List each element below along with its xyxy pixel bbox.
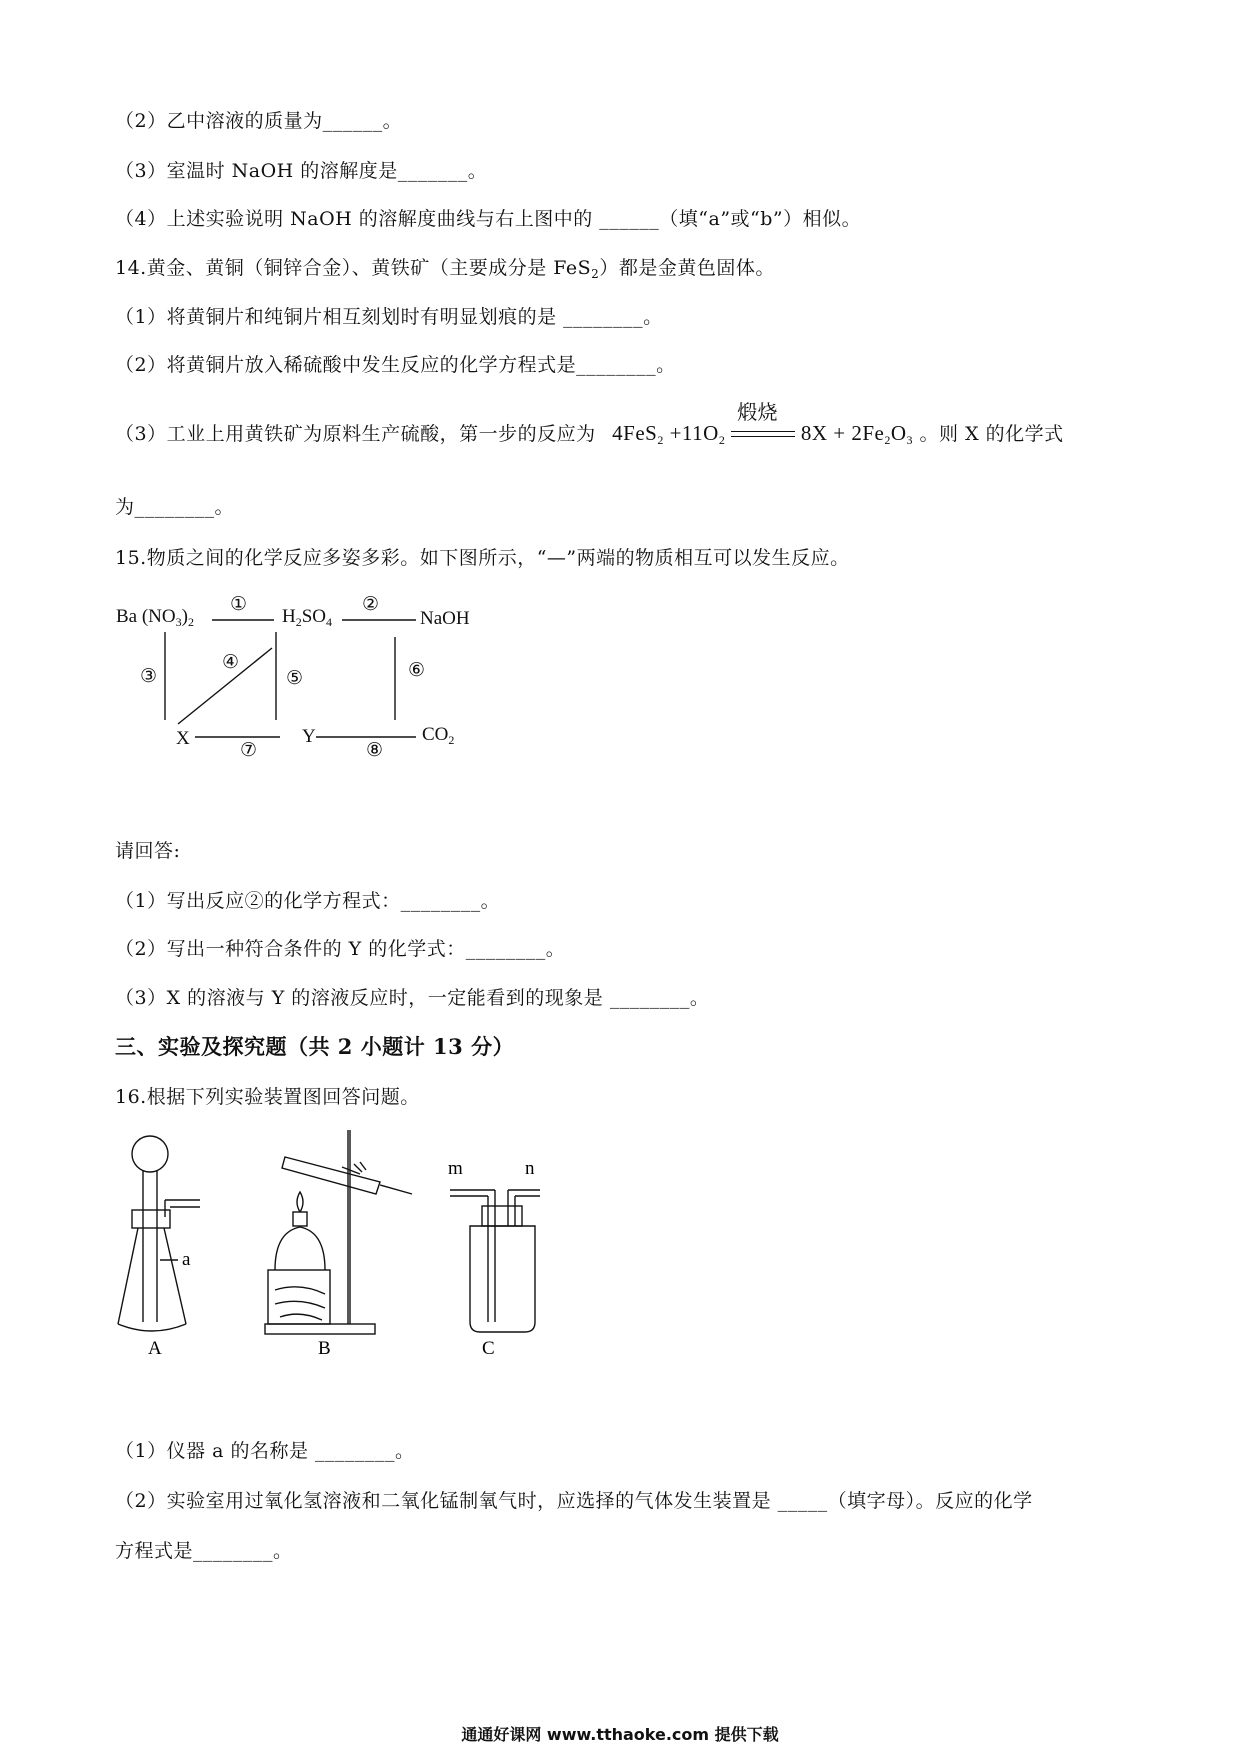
edge-label-6: ⑥ [408,660,426,681]
footer-source: 通通好课网 www.tthaoke.com 提供下载 [461,1725,779,1744]
q16-part2-cont: 方程式是________。 [115,1540,293,1562]
q16-part1: （1）仪器 a 的名称是 ________。 [115,1440,415,1462]
edge-label-7: ⑦ [240,740,258,761]
q14-part3 [115,400,1064,453]
label-B: B [318,1338,331,1359]
q14-part1: （1）将黄铜片和纯铜片相互刻划时有明显划痕的是 ________。 [115,306,663,328]
eq-plus-sub: 2 [718,433,726,447]
eq-left: 4FeS [612,421,658,445]
q14-stem [115,255,775,287]
edge-label-8: ⑧ [366,740,384,761]
apparatus-figure [110,1122,630,1372]
q14-part3-pre: （3）工业上用黄铁矿为原料生产硫酸，第一步的反应为 [115,423,596,445]
eq-double-line [731,431,795,437]
eq-condition: 煅烧 [737,400,779,425]
label-A: A [148,1338,162,1359]
eq-right1: 8X + 2Fe [800,421,885,445]
edge-label-4: ④ [222,652,240,673]
edge-label-5: ⑤ [286,668,304,689]
apparatus-c [450,1190,540,1332]
q16-part2: （2）实验室用过氧化氢溶液和二氧化锰制氧气时，应选择的气体发生装置是 _____（填字母）。反应的化学 [115,1490,1033,1512]
apparatus-a [118,1136,200,1331]
node-naoh: NaOH [420,608,470,629]
label-m: m [448,1158,463,1179]
label-C: C [482,1338,495,1359]
q15-ask: 请回答: [115,840,181,862]
label-a: a [182,1249,191,1270]
q14-stem-pre: 14.黄金、黄铜（铜锌合金）、黄铁矿（主要成分是 FeS [115,257,592,279]
q13-part4: （4）上述实验说明 NaOH 的溶解度曲线与右上图中的 ______（填“a”或“b”）相似。 [115,208,862,230]
reaction-diagram [110,592,500,762]
edge-label-3: ③ [140,666,158,687]
q13-part2: （2）乙中溶液的质量为______。 [115,110,403,132]
edge-label-1: ① [230,594,248,615]
eq-right-sub2: 3 [906,433,913,447]
q16-stem: 16.根据下列实验装置图回答问题。 [115,1086,420,1108]
eq-arrow [731,400,795,445]
equation [612,400,913,453]
node-h2so4: $H_2SO_4$ [282,606,333,629]
q15-part2: （2）写出一种符合条件的 Y 的化学式：________。 [115,938,566,960]
q14-part3-post: 。则 X 的化学式 [919,423,1064,445]
q15-part3: （3）X 的溶液与 Y 的溶液反应时，一定能看到的现象是 ________。 [115,987,710,1009]
node-x: X [176,728,190,749]
q14-part2: （2）将黄铜片放入稀硫酸中发生反应的化学方程式是________。 [115,354,676,376]
section-3-title: 三、实验及探究题（共 2 小题计 13 分） [115,1034,515,1059]
eq-left-sub: 2 [657,433,664,447]
node-co2: $CO_2$ [422,724,455,747]
q14-stem-sub: 2 [591,267,600,281]
edge-label-2: ② [362,594,380,615]
eq-right-sub1: 2 [884,433,891,447]
q14-part3-cont: 为________。 [115,496,235,518]
q13-part3: （3）室温时 NaOH 的溶解度是_______。 [115,160,488,182]
label-n: n [525,1158,535,1179]
eq-right2: O [890,421,907,445]
node-y: Y [302,726,316,747]
node-ba-no3-2: Ba $(NO_3)_2$ [116,606,194,629]
eq-plus: +11O [669,421,719,445]
q14-stem-post: ）都是金黄色固体。 [599,257,775,279]
q15-part1: （1）写出反应②的化学方程式：________。 [115,890,501,912]
apparatus-b [265,1130,412,1334]
q15-stem: 15.物质之间的化学反应多姿多彩。如下图所示，“—”两端的物质相互可以发生反应。 [115,547,850,569]
